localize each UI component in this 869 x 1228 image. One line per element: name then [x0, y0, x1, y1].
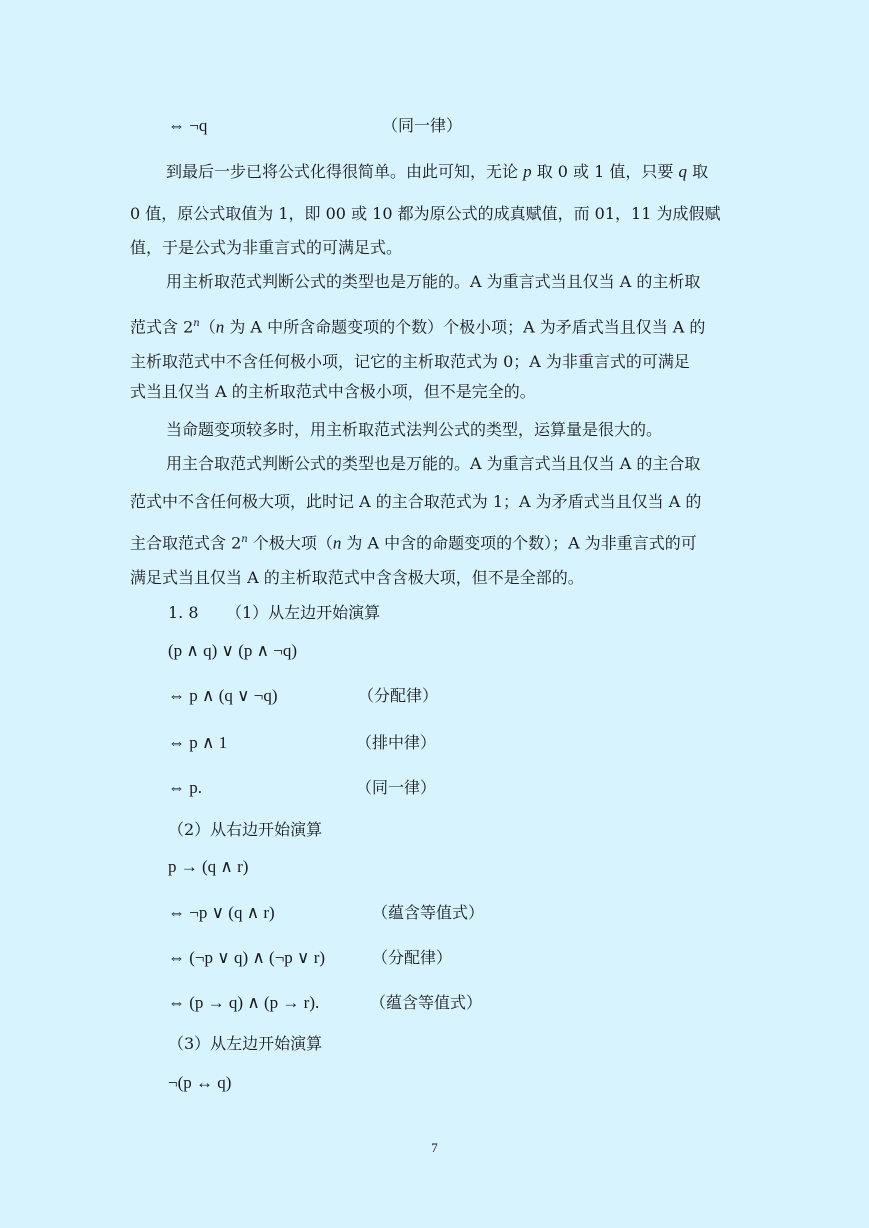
paragraph-2-line-1: 用主析取范式判断公式的类型也是万能的。A 为重言式当且仅当 A 的主析取 — [166, 272, 701, 291]
paragraph-1-line-2: 0 值，原公式取值为 1，即 00 或 10 都为原公式的成真赋值，而 01，11 为成假赋 — [130, 204, 721, 223]
formula-f3: ⇔ p ∧ 1 — [168, 733, 228, 752]
paragraph-4-line-3: 主合取范式含 2$^n$ 个极大项（n 为 A 中含的命题变项的个数）；A 为非重言式的可 — [130, 533, 697, 553]
law-excluded-middle: （排中律） — [356, 733, 437, 752]
formula-g4: ⇔ (p → q) ∧ (p → r). — [168, 993, 320, 1012]
formula-g3: ⇔ (¬p ∨ q) ∧ (¬p ∨ r) — [168, 948, 326, 967]
formula-f1: (p ∧ q) ∨ (p ∧ ¬q) — [168, 641, 298, 660]
law-distributive-2: （分配律） — [372, 948, 453, 967]
formula-g2: ⇔ ¬p ∨ (q ∧ r) — [168, 903, 275, 922]
paragraph-1-line-3: 值，于是公式为非重言式的可满足式。 — [130, 238, 403, 257]
formula-neg-q: ⇔ ¬q — [168, 116, 208, 135]
formula-f4: ⇔ p. — [168, 778, 202, 797]
paragraph-2-line-3: 主析取范式中不含任何极小项，记它的主析取范式为 0；A 为非重言式的可满足 — [130, 352, 690, 371]
paragraph-4-line-1: 用主合取范式判断公式的类型也是万能的。A 为重言式当且仅当 A 的主合取 — [166, 454, 701, 473]
law-distributive-1: （分配律） — [358, 686, 439, 705]
paragraph-2-line-4: 式当且仅当 A 的主析取范式中含极小项，但不是完全的。 — [130, 382, 536, 401]
subpart-1-heading: （1）从左边开始演算 — [226, 603, 381, 622]
paragraph-4-line-4: 满足式当且仅当 A 的主析取范式中含含极大项，但不是全部的。 — [130, 568, 584, 587]
subpart-3-heading: （3）从左边开始演算 — [168, 1034, 323, 1053]
subpart-2-heading: （2）从右边开始演算 — [168, 820, 323, 839]
law-identity-1: （同一律） — [382, 116, 463, 135]
paragraph-2-line-2: 范式含 2$^n$（n 为 A 中所含命题变项的个数）个极小项；A 为矛盾式当且仅当 A 的 — [130, 317, 706, 337]
paragraph-1-line-1: 到最后一步已将公式化得很简单。由此可知，无论 p 取 0 或 1 值，只要 q 取 — [166, 162, 709, 181]
page-number: 7 — [431, 1140, 438, 1155]
law-identity-2: （同一律） — [356, 778, 437, 797]
exercise-number: 1. 8 — [168, 603, 199, 622]
law-implication-2: （蕴含等值式） — [370, 993, 483, 1012]
formula-g1: p → (q ∧ r) — [168, 857, 249, 876]
paragraph-3-line-1: 当命题变项较多时，用主析取范式法判公式的类型，运算量是很大的。 — [166, 420, 663, 439]
paragraph-4-line-2: 范式中不含任何极大项，此时记 A 的主合取范式为 1；A 为矛盾式当且仅当 A 的 — [130, 492, 702, 511]
law-implication-1: （蕴含等值式） — [372, 903, 485, 922]
formula-f2: ⇔ p ∧ (q ∨ ¬q) — [168, 686, 278, 705]
formula-h1: ¬(p ↔ q) — [168, 1073, 232, 1092]
